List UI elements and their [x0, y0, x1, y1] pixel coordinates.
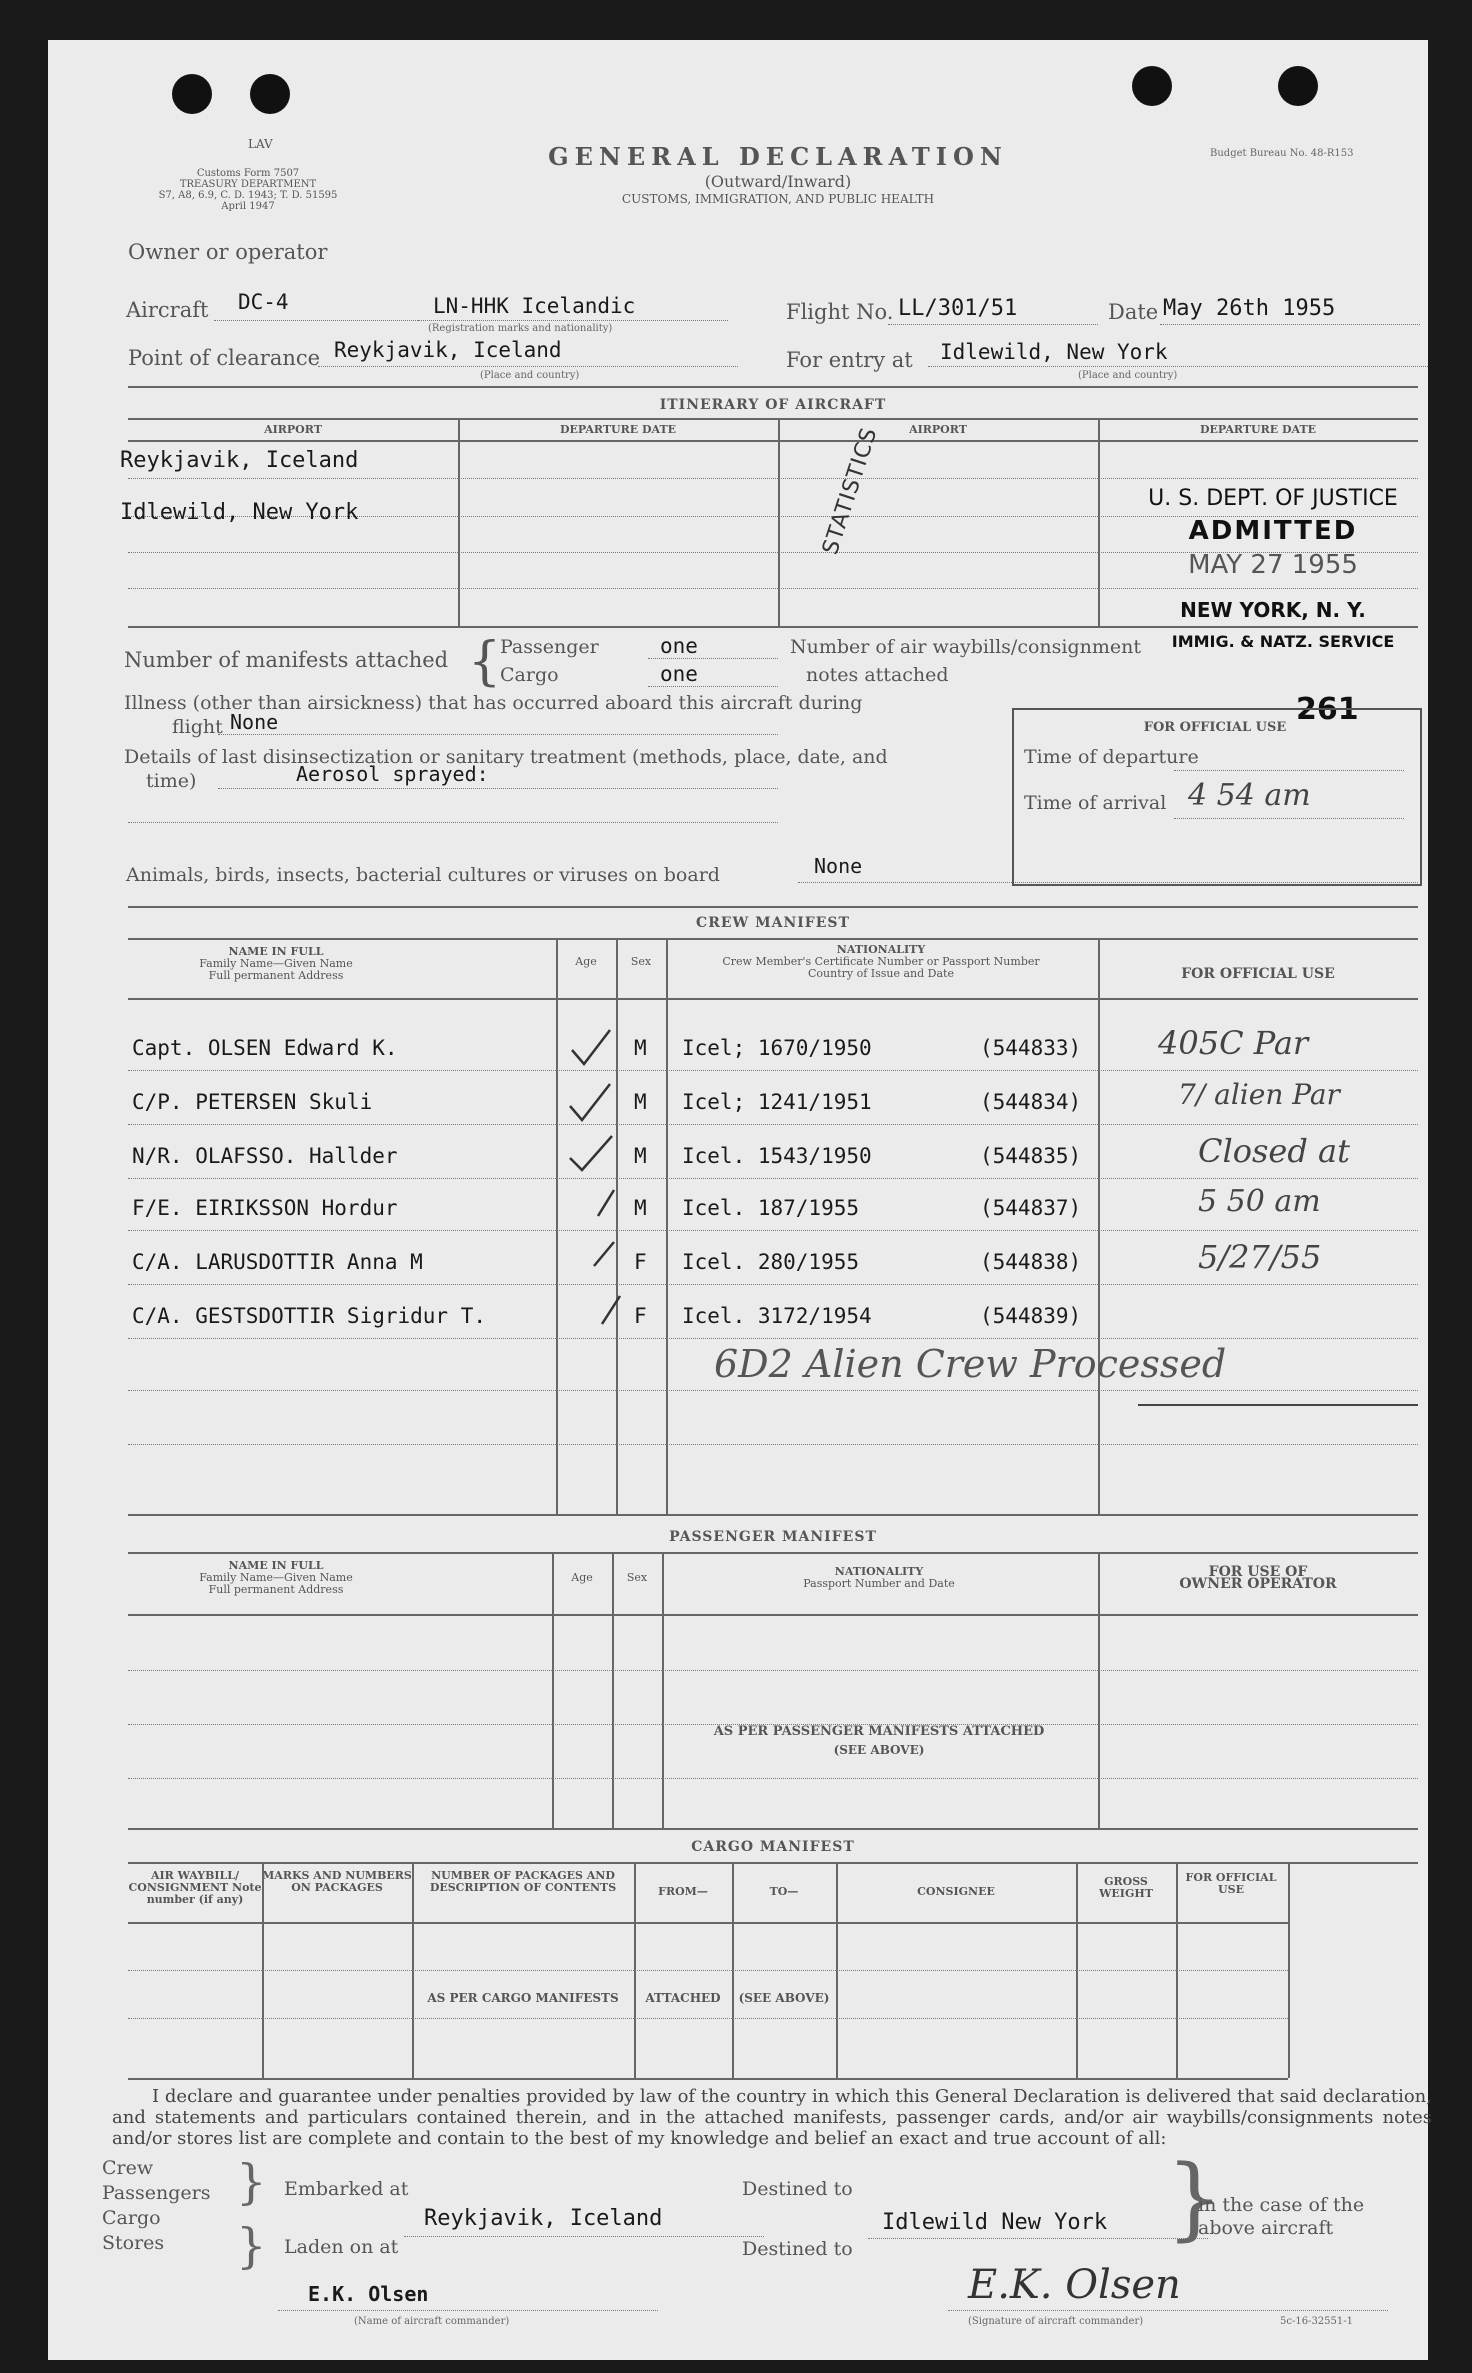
stamp-service: IMMIG. & NATZ. SERVICE — [1171, 632, 1395, 651]
registration-caption: (Registration marks and nationality) — [428, 323, 613, 334]
check-mark — [570, 1136, 612, 1170]
check-mark — [598, 1190, 614, 1216]
crew-name: C/P. PETERSEN Skuli — [132, 1090, 373, 1114]
aircraft-type: DC-4 — [238, 290, 289, 314]
itinerary-title: ITINERARY OF AIRCRAFT — [659, 397, 887, 413]
brace: } — [236, 2154, 267, 2210]
embarked-value: Reykjavik, Iceland — [424, 2206, 663, 2231]
crew-nationality: Icel; 1670/1950 — [682, 1036, 872, 1060]
page-subtitle: (Outward/Inward) — [704, 172, 852, 191]
stamp-place: NEW YORK, N. Y. — [1180, 598, 1366, 622]
crew-nationality: Icel. 3172/1954 — [682, 1304, 872, 1328]
place-caption: (Place and country) — [480, 370, 580, 381]
crew-passport: (544835) — [980, 1144, 1082, 1168]
crew-col-age: Age — [575, 955, 597, 968]
destined-value: Idlewild New York — [882, 2210, 1108, 2235]
form-code: LAV — [248, 137, 273, 151]
manifests-label: Number of manifests attached — [124, 648, 449, 672]
disinsect-label: Details of last disinsectization or sanitary treatment (methods, place, date, and — [124, 746, 888, 768]
statistics-stamp: STATISTICS — [818, 424, 883, 558]
page-title: GENERAL DECLARATION — [548, 142, 1008, 171]
crew-sex: F — [634, 1250, 647, 1274]
passenger-title: PASSENGER MANIFEST — [669, 1529, 877, 1545]
flight-label: flight — [172, 716, 223, 738]
illness-value: None — [230, 710, 279, 734]
crew-official-note: 405C Par — [1158, 1024, 1309, 1062]
cargo-note-3: (SEE ABOVE) — [738, 1991, 830, 2005]
brace: } — [1166, 2146, 1224, 2251]
animals-value: None — [814, 854, 863, 878]
embarked-label: Embarked at — [284, 2178, 409, 2200]
passenger-label: Passenger — [500, 636, 599, 658]
crew-passport: (544838) — [980, 1250, 1082, 1274]
crew-name: N/R. OLAFSSO. Hallder — [132, 1144, 398, 1168]
check-mark — [570, 1084, 610, 1120]
punch-hole — [1132, 66, 1172, 106]
passenger-col-name: NAME IN FULL Family Name—Given Name Full permanent Address — [199, 1559, 353, 1596]
flight-number: LL/301/51 — [898, 296, 1018, 321]
agencies: CUSTOMS, IMMIGRATION, AND PUBLIC HEALTH — [621, 192, 935, 206]
punch-hole — [1278, 66, 1318, 106]
crew-sex: M — [634, 1144, 647, 1168]
entry-point: Idlewild, New York — [940, 340, 1168, 364]
arrival-time-label: Time of arrival — [1024, 792, 1167, 814]
punch-hole — [250, 74, 290, 114]
passenger-note-2: (SEE ABOVE) — [833, 1743, 925, 1757]
punch-hole — [172, 74, 212, 114]
commander-name: E.K. Olsen — [308, 2282, 429, 2306]
declaration-form — [48, 40, 1432, 2360]
animals-label: Animals, birds, insects, bacterial cultures or viruses on board — [126, 864, 720, 886]
case-text: in the case of the above aircraft — [1198, 2194, 1365, 2239]
passenger-col-nationality: NATIONALITY Passport Number and Date — [803, 1565, 955, 1590]
crew-name: C/A. LARUSDOTTIR Anna M — [132, 1250, 423, 1274]
cargo-col-weight: GROSS WEIGHT — [1099, 1875, 1153, 1900]
cargo-note: AS PER CARGO MANIFESTS — [427, 1991, 619, 2005]
declaration-text: I declare and guarantee under penalties provided by law of the country in which this General Declaration is delivered that said declaration, and statements and particulars contained therein, and in the attached manifests, passenger cards, and/or air waybills/consignments notes and/or stores list are complete and contain to the best of my knowledge and belief an exact and true account of all: — [112, 2086, 1432, 2149]
crew-passport: (544834) — [980, 1090, 1082, 1114]
signature-caption: (Signature of aircraft commander) — [968, 2316, 1144, 2327]
cargo-col-to: TO— — [769, 1885, 799, 1898]
cargo-label: Cargo — [500, 664, 559, 686]
cargo-count: one — [660, 662, 698, 686]
laden-label: Laden on at — [284, 2236, 399, 2258]
waybills-label: Number of air waybills/consignment — [790, 636, 1141, 658]
passenger-col-sex: Sex — [626, 1571, 648, 1584]
itinerary-airport-2: Idlewild, New York — [120, 500, 359, 525]
cargo-col-packages: NUMBER OF PACKAGES AND DESCRIPTION OF CONTENTS — [429, 1869, 617, 1894]
brace: } — [236, 2218, 267, 2274]
crew-name: C/A. GESTSDOTTIR Sigridur T. — [132, 1304, 487, 1328]
itinerary-col-airport-2: AIRPORT — [909, 423, 967, 436]
passenger-count: one — [660, 634, 698, 658]
crew-official-note: 5 50 am — [1198, 1184, 1321, 1219]
crew-sex: M — [634, 1196, 647, 1220]
departure-time-label: Time of departure — [1024, 746, 1199, 768]
owner-label: Owner or operator — [128, 240, 328, 264]
crew-name: Capt. OLSEN Edward K. — [132, 1036, 398, 1060]
arrival-time: 4 54 am — [1188, 778, 1311, 813]
check-mark — [602, 1296, 620, 1324]
illness-label: Illness (other than airsickness) that has occurred aboard this aircraft during — [124, 692, 863, 714]
place-caption-2: (Place and country) — [1078, 370, 1178, 381]
crew-sex: M — [634, 1036, 647, 1060]
budget-number: Budget Bureau No. 48-R153 — [1210, 148, 1354, 159]
crew-official-note: Closed at — [1198, 1132, 1350, 1170]
passenger-col-age: Age — [571, 1571, 593, 1584]
disinsect-value: Aerosol sprayed: — [296, 762, 489, 786]
crew-nationality: Icel. 1543/1950 — [682, 1144, 872, 1168]
cargo-col-official: FOR OFFICIAL USE — [1185, 1871, 1277, 1896]
commander-signature: E.K. Olsen — [968, 2262, 1181, 2308]
brace: { — [468, 632, 502, 692]
cargo-col-from: FROM— — [658, 1885, 708, 1898]
crew-col-sex: Sex — [630, 955, 652, 968]
destined-label: Destined to — [742, 2178, 853, 2200]
itinerary-airport-1: Reykjavik, Iceland — [120, 448, 359, 473]
passenger-col-owner: FOR USE OF OWNER OPERATOR — [1179, 1564, 1337, 1592]
cargo-title: CARGO MANIFEST — [691, 1839, 855, 1855]
crew-col-official: FOR OFFICIAL USE — [1181, 966, 1335, 982]
crew-col-name: NAME IN FULL Family Name—Given Name Full permanent Address — [199, 945, 353, 982]
flight-no-label: Flight No. — [786, 300, 894, 324]
declaration-items: Crew Passengers Cargo Stores — [102, 2157, 211, 2254]
crew-nationality: Icel. 187/1955 — [682, 1196, 860, 1220]
stamp-date: MAY 27 1955 — [1188, 550, 1358, 580]
destined-label-2: Destined to — [742, 2238, 853, 2260]
itinerary-col-departure-2: DEPARTURE DATE — [1199, 423, 1317, 436]
crew-passport: (544837) — [980, 1196, 1082, 1220]
crew-passport: (544833) — [980, 1036, 1082, 1060]
passenger-note: AS PER PASSENGER MANIFESTS ATTACHED — [713, 1724, 1045, 1739]
aircraft-label: Aircraft — [126, 298, 209, 322]
crew-col-nationality: NATIONALITY Crew Member's Certificate Number or Passport Number Country of Issue and Date — [722, 943, 1040, 980]
itinerary-col-airport: AIRPORT — [264, 423, 322, 436]
stamp-number: 261 — [1296, 692, 1359, 727]
check-mark — [594, 1242, 614, 1266]
official-use-title: FOR OFFICIAL USE — [1143, 720, 1287, 735]
clearance-label: Point of clearance — [128, 346, 321, 370]
cargo-note-2: ATTACHED — [645, 1991, 721, 2005]
cargo-col-waybill: AIR WAYBILL/ CONSIGNMENT Note number (if any) — [128, 1869, 262, 1906]
date-label: Date — [1108, 300, 1159, 324]
check-mark — [572, 1030, 610, 1064]
check-marks — [558, 1020, 668, 1340]
crew-name: F/E. EIRIKSSON Hordur — [132, 1196, 398, 1220]
cargo-col-consignee: CONSIGNEE — [917, 1885, 995, 1898]
time-label: time) — [146, 770, 197, 792]
crew-title: CREW MANIFEST — [696, 915, 850, 931]
clearance-point: Reykjavik, Iceland — [334, 338, 562, 362]
crew-sex: M — [634, 1090, 647, 1114]
crew-handnote: 6D2 Alien Crew Processed — [714, 1342, 1227, 1386]
stamp-dept: U. S. DEPT. OF JUSTICE — [1148, 486, 1398, 511]
notes-label: notes attached — [806, 664, 949, 686]
cargo-col-marks: MARKS AND NUMBERS ON PACKAGES — [262, 1869, 412, 1894]
crew-official-note: 7/ alien Par — [1178, 1078, 1340, 1111]
handnote-underline — [1138, 1404, 1418, 1406]
crew-nationality: Icel. 280/1955 — [682, 1250, 860, 1274]
itinerary-col-departure: DEPARTURE DATE — [559, 423, 677, 436]
commander-caption: (Name of aircraft commander) — [354, 2316, 510, 2327]
form-number: 5c-16-32551-1 — [1280, 2316, 1353, 2327]
crew-passport: (544839) — [980, 1304, 1082, 1328]
crew-nationality: Icel; 1241/1951 — [682, 1090, 872, 1114]
flight-date: May 26th 1955 — [1163, 296, 1336, 321]
form-info: Customs Form 7507 TREASURY DEPARTMENT S7, A8, 6.9, C. D. 1943; T. D. 51595 April 1947 — [158, 168, 338, 212]
stamp-admitted: ADMITTED — [1188, 516, 1358, 546]
crew-official-note: 5/27/55 — [1198, 1238, 1322, 1276]
registration: LN-HHK Icelandic — [433, 294, 636, 318]
entry-label: For entry at — [786, 348, 913, 372]
crew-sex: F — [634, 1304, 647, 1328]
